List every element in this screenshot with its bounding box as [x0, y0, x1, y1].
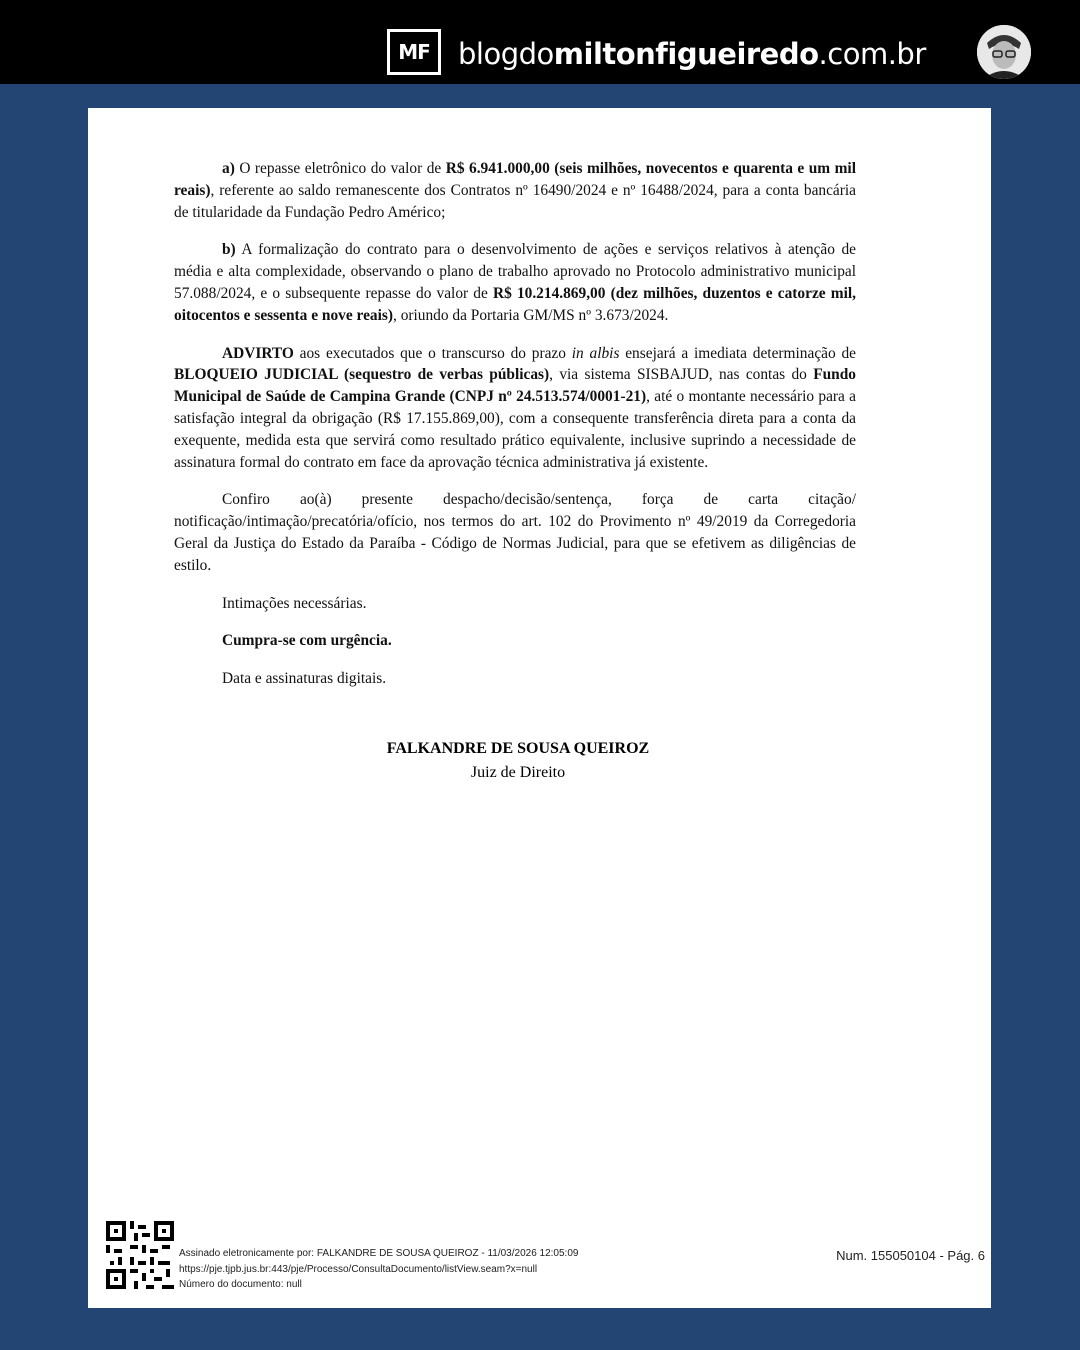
text: aos executados que o transcurso do prazo	[293, 344, 572, 362]
bold-text: BLOQUEIO JUDICIAL (sequestro de verbas públicas)	[174, 366, 550, 384]
paragraph-b-label: b)	[222, 241, 236, 259]
cumpra-se-text: Cumpra-se com urgência.	[222, 632, 392, 650]
signature-footer	[179, 1246, 578, 1293]
paragraph-confiro-line1: Confiro ao(à) presente despacho/decisão/sentença, força de carta citação/	[222, 491, 856, 509]
text: A formalização do contrato para o desenvolvimento de ações e serviços relativos à atenção de média e alta complexidade, observando o plano de trabalho aprovado no Protocolo administrativo municipal 57.088/2024, e o subsequente repasse do valor de	[174, 241, 856, 302]
site-name-prefix: blogdo	[458, 37, 554, 71]
signed-by-line: Assinado eletronicamente por: FALKANDRE DE SOUSA QUEIROZ - 11/03/2026 12:05:09	[179, 1248, 579, 1259]
bold-text: R$ 10.214.869,00 (dez milhões, duzentos e catorze mil, oitocentos e sessenta e nove reais)	[174, 284, 856, 324]
document-number: Número do documento: null	[179, 1279, 302, 1290]
site-header	[0, 0, 1080, 84]
paragraph-advirto	[174, 343, 856, 474]
site-logo[interactable]: MF	[387, 29, 441, 75]
text: , oriundo da Portaria GM/MS nº 3.673/2024.	[393, 306, 669, 324]
text: , via sistema SISBAJUD, nas contas do	[549, 366, 814, 384]
text: O repasse eletrônico do valor de	[234, 160, 446, 177]
site-name-bold: miltonfigueiredo	[553, 37, 819, 71]
italic-text: in albis	[571, 344, 620, 362]
text: ensejará a imediata determinação de	[619, 344, 856, 362]
document-page	[88, 108, 991, 1308]
paragraph-b	[174, 239, 856, 326]
bold-text: Fundo Municipal de Saúde de Campina Grande (CNPJ nº 24.513.574/0001-21)	[174, 366, 856, 406]
bold-text: R$ 6.941.000,00 (seis milhões, novecentos e quarenta e um mil reais)	[174, 160, 856, 199]
document-body	[174, 158, 856, 706]
consult-url[interactable]: https://pje.tjpb.jus.br:443/pje/Processo/ConsultaDocumento/listView.seam?x=null	[179, 1263, 538, 1275]
site-name[interactable]	[458, 32, 926, 76]
bold-text: ADVIRTO	[222, 344, 294, 362]
intimacoes: Intimações necessárias.	[222, 594, 367, 612]
text: , referente ao saldo remanescente dos Contratos nº 16490/2024 e nº 16488/2024, para a conta bancária de titularidade da Fundação Pedro Américo;	[174, 181, 856, 221]
cumpra-se	[222, 630, 856, 652]
signer-role: Juiz de Direito	[470, 764, 566, 781]
paragraph-confiro-rest: notificação/intimação/precatória/ofício, nos termos do art. 102 do Provimento nº 49/2019 da Corregedoria Geral da Justiça do Estado da Paraíba - Código de Normas Judicial, para que se efetivem as diligências de estilo.	[174, 513, 856, 574]
paragraph-a	[174, 158, 856, 223]
qr-code-icon	[106, 1221, 174, 1289]
paragraph-a-label: a)	[222, 160, 235, 177]
paragraph-confiro	[174, 489, 856, 511]
signer-name: FALKANDRE DE SOUSA QUEIROZ	[386, 740, 650, 757]
page-number: Num. 155050104 - Pág. 6	[836, 1248, 985, 1263]
site-name-suffix: .com.br	[818, 37, 926, 71]
text: , até o montante necessário para a satisfação integral da obrigação (R$ 17.155.869,00), com a consequente transferência direta para a conta da exequente, medida esta que servirá como resultado prático equivalente, inclusive suprindo a necessidade de assinatura formal do contrato em face da aprovação técnica administrativa já existente.	[174, 388, 856, 471]
data-assinaturas: Data e assinaturas digitais.	[222, 670, 387, 688]
author-portrait-icon	[977, 25, 1031, 79]
